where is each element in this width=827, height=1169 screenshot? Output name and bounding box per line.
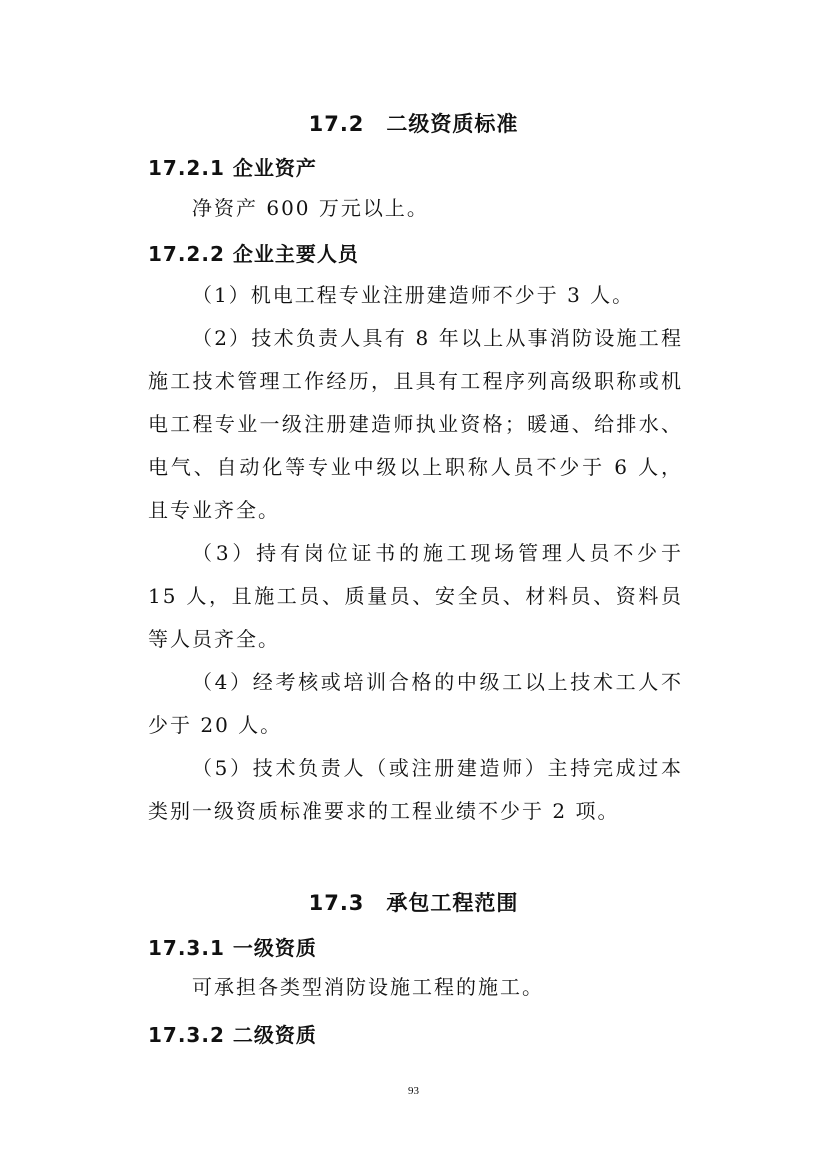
subsection-body-17-2-1: [148, 187, 683, 230]
page-number: 93: [408, 1085, 419, 1097]
list-item: （2）技术负责人具有 8 年以上从事消防设施工程施工技术管理工作经历，且具有工程序列高级职称或机电工程专业一级注册建造师执业资格；暖通、给排水、电气、自动化等专业中级以上职称人员不少于 6 人，且专业齐全。: [148, 326, 683, 522]
paragraph-net-assets: 净资产 600 万元以上。: [192, 196, 429, 220]
subsection-heading-17-2-2: 17.2.2 企业主要人员: [148, 242, 359, 266]
subsection-heading-17-2-1: 17.2.1 企业资产: [148, 156, 317, 180]
subsection-heading-17-3-1: 17.3.1 一级资质: [148, 936, 317, 960]
subsection-body-17-3-1: [148, 966, 683, 1009]
subsection-heading-17-3-2: 17.3.2 二级资质: [148, 1023, 317, 1047]
list-item: （3）持有岗位证书的施工现场管理人员不少于 15 人，且施工员、质量员、安全员、材料员、资料员等人员齐全。: [148, 541, 683, 651]
list-item: （5）技术负责人（或注册建造师）主持完成过本类别一级资质标准要求的工程业绩不少于 2 项。: [148, 756, 683, 823]
section-title-17-3: 17.3 承包工程范围: [308, 891, 519, 915]
personnel-requirements-list: [148, 274, 683, 833]
paragraph-scope-grade-1: 可承担各类型消防设施工程的施工。: [192, 975, 544, 999]
list-item: （4）经考核或培训合格的中级工以上技术工人不少于 20 人。: [148, 670, 683, 737]
section-title-17-2: 17.2 二级资质标准: [308, 112, 519, 136]
list-item: （1）机电工程专业注册建造师不少于 3 人。: [192, 283, 635, 307]
